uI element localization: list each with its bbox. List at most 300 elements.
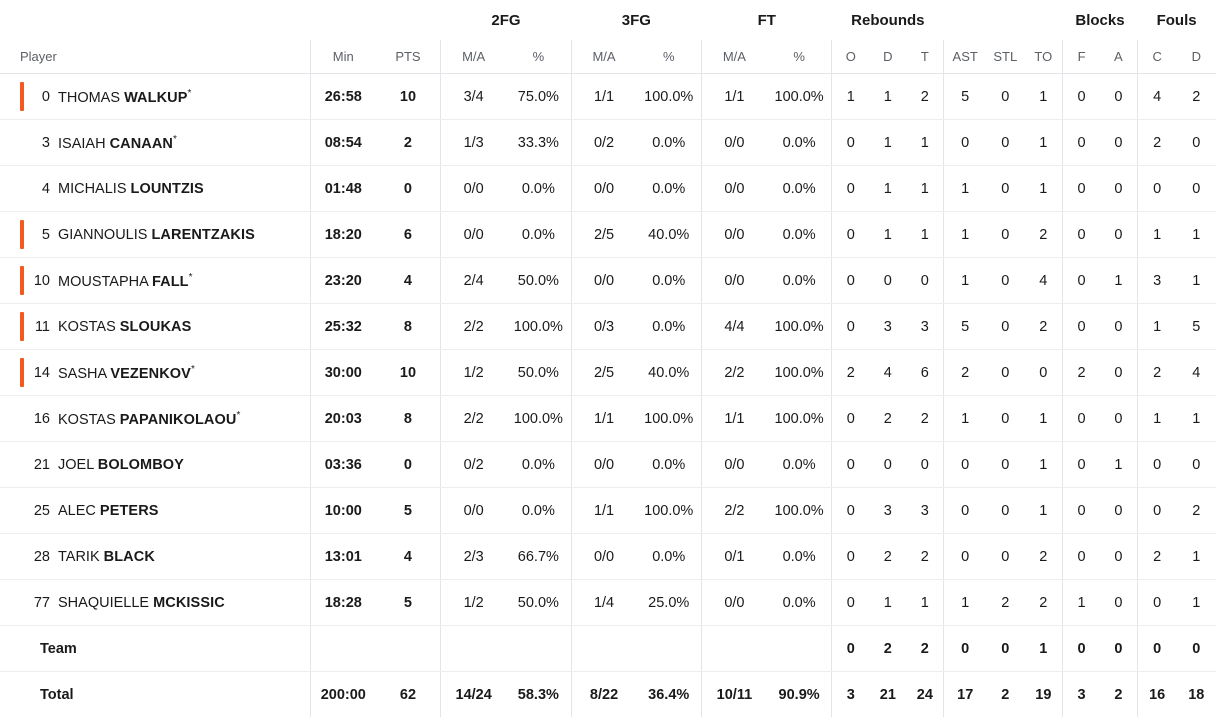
starter-indicator-bar [20,266,24,295]
cell-offensive-rebounds: 0 [832,580,869,626]
table-row[interactable] [0,120,1216,166]
cell-offensive-rebounds: 0 [832,120,869,166]
player-name[interactable] [58,549,155,565]
cell-3fg-pct: 0.0% [636,534,701,580]
player-jersey-number: 25 [33,502,50,519]
player-first-name: SASHA [58,365,111,382]
player-jersey-number: 0 [41,88,50,105]
cell-ft-made-attempted: 0/1 [702,534,767,580]
player-jersey-number: 5 [41,226,50,243]
cell-minutes: 25:32 [310,304,375,350]
cell-steals: 0 [986,442,1024,488]
player-name-wrap [0,258,310,303]
player-name-wrap [0,74,310,119]
cell-player[interactable] [0,212,310,258]
player-name[interactable] [58,410,240,428]
cell-fouls-committed: 3 [1137,258,1176,304]
cell-ft-made-attempted: 0/0 [702,580,767,626]
cell-3fg-made-attempted: 1/4 [571,580,636,626]
player-jersey-number: 21 [33,456,50,473]
group-rebounds: Rebounds [851,11,925,29]
cell-points: 0 [376,166,441,212]
cell-points: 4 [376,534,441,580]
cell-defensive-rebounds: 1 [869,580,906,626]
cell-total-row-3fg-made-attempted: 8/22 [571,672,636,718]
col-fouls-drawn[interactable]: D [1177,40,1216,74]
player-last-name: LOUNTZIS [130,180,204,197]
cell-2fg-made-attempted: 0/0 [441,212,506,258]
player-name[interactable] [58,319,191,335]
cell-offensive-rebounds: 1 [832,74,869,120]
cell-2fg-made-attempted: 2/4 [441,258,506,304]
cell-fouls-committed: 2 [1137,120,1176,166]
cell-minutes: 20:03 [310,396,375,442]
player-first-name: ALEC [58,502,100,519]
cell-ft-pct: 100.0% [767,74,832,120]
cell-2fg-pct: 50.0% [506,350,571,396]
starter-asterisk-icon: * [190,363,195,375]
cell-3fg-made-attempted: 0/0 [571,258,636,304]
cell-player[interactable] [0,74,310,120]
col-player[interactable]: Player [0,40,310,74]
player-name[interactable] [58,457,184,473]
cell-team-row-3fg-made-attempted [571,626,636,672]
cell-assists: 1 [944,166,986,212]
col-blocks-against[interactable]: A [1100,40,1137,74]
cell-assists: 5 [944,74,986,120]
cell-fouls-committed: 0 [1137,166,1176,212]
player-last-name: BOLOMBOY [97,456,184,473]
cell-minutes: 10:00 [310,488,375,534]
total-row [0,672,1216,718]
cell-turnovers: 4 [1024,258,1062,304]
group-3fg: 3FG [621,11,651,29]
cell-steals: 2 [986,580,1024,626]
player-first-name: KOSTAS [58,411,120,428]
cell-player[interactable] [0,304,310,350]
cell-minutes: 26:58 [310,74,375,120]
player-first-name: ISAIAH [58,135,110,152]
cell-ft-made-attempted: 4/4 [702,304,767,350]
col-pts[interactable]: PTS [376,40,441,74]
cell-player[interactable] [0,534,310,580]
group-blank-basic [310,0,440,40]
cell-2fg-pct: 50.0% [506,580,571,626]
cell-turnovers: 1 [1024,166,1062,212]
player-first-name: JOEL [58,456,98,473]
cell-3fg-made-attempted: 0/3 [571,304,636,350]
cell-steals: 0 [986,120,1024,166]
cell-assists: 1 [944,396,986,442]
cell-offensive-rebounds: 0 [832,304,869,350]
cell-assists: 2 [944,350,986,396]
cell-ft-made-attempted: 0/0 [702,212,767,258]
player-name[interactable] [58,272,193,290]
cell-team-row-minutes [310,626,375,672]
player-name[interactable] [58,364,195,382]
cell-total-rebounds: 3 [906,304,943,350]
cell-fouls-committed: 2 [1137,350,1176,396]
player-name-wrap [0,488,310,533]
cell-3fg-made-attempted: 1/1 [571,396,636,442]
player-last-name: MCKISSIC [153,594,225,611]
cell-team-row-defensive-rebounds: 2 [869,626,906,672]
cell-fouls-drawn: 0 [1177,166,1216,212]
cell-turnovers: 1 [1024,442,1062,488]
cell-blocks-against: 1 [1100,442,1137,488]
cell-steals: 0 [986,74,1024,120]
cell-blocks-favor: 0 [1063,488,1100,534]
cell-player[interactable] [0,580,310,626]
col-min[interactable]: Min [310,40,375,74]
cell-ft-made-attempted: 0/0 [702,258,767,304]
cell-team-row-offensive-rebounds: 0 [832,626,869,672]
cell-2fg-made-attempted: 0/0 [441,166,506,212]
group-blank-playmaking [944,0,1063,40]
player-last-name: BLACK [103,548,155,565]
cell-3fg-pct: 0.0% [636,258,701,304]
player-name[interactable] [58,134,177,152]
cell-team-row-ft-pct [767,626,832,672]
cell-total-row-3fg-pct: 36.4% [648,686,690,703]
cell-defensive-rebounds: 1 [869,212,906,258]
cell-player[interactable] [0,120,310,166]
cell-ft-made-attempted: 2/2 [702,350,767,396]
cell-assists: 1 [944,212,986,258]
cell-total-rebounds: 1 [906,120,943,166]
cell-steals: 0 [986,488,1024,534]
col-fouls-committed[interactable]: C [1137,40,1176,74]
cell-minutes: 03:36 [310,442,375,488]
cell-player[interactable] [0,396,310,442]
cell-2fg-pct: 33.3% [506,120,571,166]
cell-player[interactable] [0,488,310,534]
player-jersey-number: 4 [41,180,50,197]
cell-ft-pct: 0.0% [767,166,832,212]
cell-ft-made-attempted: 1/1 [702,74,767,120]
cell-3fg-made-attempted: 0/0 [571,534,636,580]
cell-points: 8 [376,304,441,350]
starter-indicator-bar [20,82,24,111]
cell-2fg-made-attempted: 0/2 [441,442,506,488]
cell-minutes: 23:20 [310,258,375,304]
table-row[interactable] [0,304,1216,350]
cell-ft-made-attempted: 2/2 [702,488,767,534]
player-name[interactable] [58,227,255,243]
cell-defensive-rebounds: 1 [869,166,906,212]
player-name-wrap [0,580,310,625]
cell-total-row-assists: 17 [944,672,986,718]
table-row[interactable] [0,166,1216,212]
cell-3fg-made-attempted: 1/1 [571,488,636,534]
player-name[interactable] [58,595,225,611]
group-blocks: Blocks [1075,11,1125,29]
cell-total-rebounds: 6 [906,350,943,396]
cell-total-row-total-rebounds: 24 [916,686,933,703]
cell-turnovers: 2 [1024,580,1062,626]
col-3fg-ma[interactable]: M/A [571,40,636,74]
table-row[interactable] [0,534,1216,580]
cell-total-row-blocks-favor: 3 [1063,672,1100,718]
table-row[interactable] [0,396,1216,442]
cell-fouls-drawn: 1 [1177,396,1216,442]
cell-steals: 0 [986,396,1024,442]
cell-assists: 1 [944,258,986,304]
cell-defensive-rebounds: 1 [869,120,906,166]
cell-2fg-pct: 50.0% [506,258,571,304]
cell-2fg-pct: 100.0% [506,396,571,442]
cell-2fg-pct: 0.0% [506,212,571,258]
cell-ft-pct: 0.0% [767,580,832,626]
cell-defensive-rebounds: 1 [869,74,906,120]
cell-3fg-made-attempted: 0/2 [571,120,636,166]
cell-blocks-against: 0 [1100,304,1137,350]
player-name[interactable] [58,181,204,197]
cell-3fg-pct: 100.0% [636,488,701,534]
cell-blocks-against: 0 [1100,350,1137,396]
cell-steals: 0 [986,166,1024,212]
cell-2fg-pct: 0.0% [506,442,571,488]
col-ft-pct[interactable]: % [767,40,832,74]
cell-turnovers: 2 [1024,212,1062,258]
cell-steals: 0 [986,304,1024,350]
cell-ft-pct: 100.0% [767,304,832,350]
table-row[interactable] [0,258,1216,304]
cell-player[interactable] [0,350,310,396]
cell-assists: 0 [944,442,986,488]
cell-team-row-fouls-committed: 0 [1137,626,1176,672]
cell-fouls-committed: 1 [1137,396,1176,442]
cell-points: 6 [376,212,441,258]
player-name-wrap [0,304,310,349]
player-name[interactable] [58,503,159,519]
table-row[interactable] [0,442,1216,488]
player-jersey-number: 77 [33,594,50,611]
player-name-wrap [0,120,310,165]
cell-ft-pct: 100.0% [767,396,832,442]
player-name[interactable] [58,88,191,106]
cell-minutes: 01:48 [310,166,375,212]
cell-fouls-drawn: 2 [1177,74,1216,120]
player-name-wrap [0,396,310,441]
team-row [0,626,1216,672]
cell-total-rebounds: 1 [906,212,943,258]
cell-3fg-pct: 100.0% [636,396,701,442]
cell-3fg-pct: 25.0% [636,580,701,626]
cell-blocks-favor: 0 [1063,396,1100,442]
player-jersey-number: 10 [33,272,50,289]
cell-defensive-rebounds: 2 [869,396,906,442]
cell-offensive-rebounds: 0 [832,442,869,488]
cell-fouls-drawn: 1 [1177,534,1216,580]
cell-3fg-made-attempted: 2/5 [571,350,636,396]
player-last-name: LARENTZAKIS [151,226,255,243]
cell-2fg-made-attempted: 2/2 [441,396,506,442]
cell-fouls-drawn: 0 [1177,442,1216,488]
cell-team-row-fouls-drawn: 0 [1177,626,1216,672]
table-row[interactable] [0,580,1216,626]
cell-ft-pct: 0.0% [767,442,832,488]
cell-fouls-committed: 1 [1137,212,1176,258]
cell-ft-made-attempted: 0/0 [702,442,767,488]
cell-fouls-committed: 1 [1137,304,1176,350]
cell-total-rebounds: 2 [906,534,943,580]
cell-offensive-rebounds: 0 [832,166,869,212]
player-name-wrap [0,442,310,487]
table-row[interactable] [0,350,1216,396]
cell-offensive-rebounds: 2 [832,350,869,396]
cell-defensive-rebounds: 0 [869,442,906,488]
cell-assists: 0 [944,120,986,166]
table-row[interactable] [0,488,1216,534]
group-2fg: 2FG [491,11,521,29]
cell-3fg-pct: 0.0% [636,120,701,166]
cell-total-row-defensive-rebounds: 21 [879,686,896,703]
cell-points: 10 [376,350,441,396]
cell-player[interactable] [0,166,310,212]
cell-blocks-favor: 0 [1063,74,1100,120]
col-oreb[interactable]: O [832,40,869,74]
cell-total-row-blocks-against: 2 [1114,686,1123,703]
cell-blocks-against: 0 [1100,396,1137,442]
cell-steals: 0 [986,258,1024,304]
cell-total-row-label [0,672,310,718]
cell-player[interactable] [0,442,310,488]
table-row[interactable] [0,74,1216,120]
cell-blocks-against: 0 [1100,488,1137,534]
col-3fg-pct[interactable]: % [636,40,701,74]
player-last-name: FALL [152,273,189,290]
cell-steals: 0 [986,534,1024,580]
col-blocks-favor[interactable]: F [1063,40,1100,74]
player-last-name: VEZENKOV [110,365,191,382]
cell-steals: 0 [986,350,1024,396]
col-stl[interactable]: STL [986,40,1024,74]
cell-defensive-rebounds: 4 [869,350,906,396]
cell-blocks-favor: 0 [1063,258,1100,304]
player-jersey-number: 16 [33,410,50,427]
cell-team-row-blocks-favor: 0 [1063,626,1100,672]
group-ft: FT [757,11,776,29]
col-to[interactable]: TO [1024,40,1062,74]
col-2fg-pct[interactable]: % [506,40,571,74]
player-jersey-number: 3 [41,134,50,151]
player-last-name: SLOUKAS [119,318,192,335]
table-row[interactable] [0,212,1216,258]
cell-team-row-ft-made-attempted [702,626,767,672]
cell-blocks-against: 0 [1100,212,1137,258]
cell-points: 2 [376,120,441,166]
cell-team-row-steals: 0 [986,626,1024,672]
cell-2fg-made-attempted: 2/2 [441,304,506,350]
cell-2fg-pct: 100.0% [506,304,571,350]
cell-blocks-favor: 0 [1063,212,1100,258]
cell-assists: 0 [944,488,986,534]
starter-asterisk-icon: * [188,271,193,283]
cell-3fg-made-attempted: 0/0 [571,166,636,212]
cell-points: 5 [376,488,441,534]
cell-3fg-made-attempted: 1/1 [571,74,636,120]
cell-offensive-rebounds: 0 [832,396,869,442]
cell-fouls-drawn: 1 [1177,580,1216,626]
starter-asterisk-icon: * [236,409,241,421]
player-first-name: MICHALIS [58,180,131,197]
cell-offensive-rebounds: 0 [832,488,869,534]
cell-minutes: 13:01 [310,534,375,580]
cell-turnovers: 1 [1024,74,1062,120]
cell-3fg-pct: 100.0% [636,74,701,120]
cell-total-row-fouls-drawn: 18 [1188,686,1205,703]
cell-2fg-made-attempted: 1/2 [441,350,506,396]
col-dreb[interactable]: D [869,40,906,74]
cell-fouls-drawn: 4 [1177,350,1216,396]
cell-total-row-2fg-made-attempted: 14/24 [441,672,506,718]
player-name-wrap [0,166,310,211]
player-last-name: PETERS [99,502,159,519]
cell-points: 0 [376,442,441,488]
cell-points: 8 [376,396,441,442]
cell-fouls-committed: 4 [1137,74,1176,120]
cell-ft-pct: 0.0% [767,212,832,258]
cell-team-row-3fg-pct [636,626,701,672]
cell-team-row-points [376,626,441,672]
cell-2fg-pct: 75.0% [506,74,571,120]
cell-player[interactable] [0,258,310,304]
cell-total-rebounds: 2 [906,74,943,120]
total-row-label: Total [40,686,74,703]
col-2fg-ma[interactable]: M/A [441,40,506,74]
player-jersey-number: 28 [33,548,50,565]
cell-2fg-pct: 0.0% [506,166,571,212]
col-ast[interactable]: AST [944,40,986,74]
cell-total-rebounds: 0 [906,258,943,304]
col-ft-ma[interactable]: M/A [702,40,767,74]
cell-team-row-blocks-against: 0 [1100,626,1137,672]
col-treb[interactable]: T [906,40,943,74]
cell-total-row-2fg-pct: 58.3% [517,686,559,703]
cell-blocks-against: 0 [1100,74,1137,120]
cell-blocks-against: 0 [1100,580,1137,626]
group-fouls: Fouls [1156,11,1197,29]
cell-assists: 0 [944,534,986,580]
cell-offensive-rebounds: 0 [832,258,869,304]
cell-blocks-favor: 0 [1063,166,1100,212]
cell-team-row-turnovers: 1 [1024,626,1062,672]
player-jersey-number: 14 [33,364,50,381]
cell-total-row-offensive-rebounds: 3 [832,672,869,718]
player-first-name: SHAQUIELLE [58,594,154,611]
cell-fouls-drawn: 2 [1177,488,1216,534]
cell-2fg-pct: 0.0% [506,488,571,534]
table-head [0,0,1216,74]
cell-2fg-made-attempted: 0/0 [441,488,506,534]
cell-team-row-label [0,626,310,672]
cell-team-row-total-rebounds: 2 [906,626,943,672]
cell-blocks-favor: 0 [1063,442,1100,488]
cell-offensive-rebounds: 0 [832,212,869,258]
cell-fouls-drawn: 5 [1177,304,1216,350]
cell-fouls-committed: 0 [1137,580,1176,626]
cell-ft-made-attempted: 0/0 [702,166,767,212]
cell-points: 5 [376,580,441,626]
player-last-name: WALKUP [124,89,188,106]
cell-2fg-made-attempted: 3/4 [441,74,506,120]
cell-minutes: 08:54 [310,120,375,166]
cell-total-rebounds: 1 [906,580,943,626]
starter-asterisk-icon: * [187,87,192,99]
team-row-label: Team [40,640,77,657]
cell-blocks-favor: 1 [1063,580,1100,626]
